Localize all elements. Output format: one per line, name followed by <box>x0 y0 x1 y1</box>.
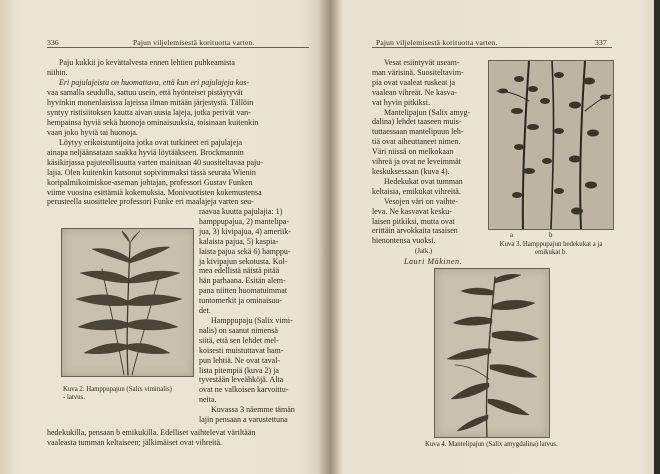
text-line: tuntomerkit ja ominaisuu- <box>199 296 283 306</box>
caption-line: - latvus. <box>63 394 85 401</box>
text-line: hienontensa vuoksi. <box>372 236 436 246</box>
catkin-branches-illustration <box>489 61 613 229</box>
text-line: mea edellistä näistä pitää <box>199 266 280 276</box>
text-line: käsikirjassa pajuteollisuutta varten mainitaan 40 suositeltavaa paju- <box>47 157 263 167</box>
text-line: syntyy ristisiitoksen kautta aivan uusia lajeja, jotka perivät van- <box>47 107 251 117</box>
text-line: Paju kukkii jo kevättalvesta ennen lehtien puhkeamista <box>59 58 235 67</box>
text-line: raavaa kuutta pajulajia: 1) <box>199 207 283 216</box>
text-line: hyvinkin monenlaisissa lajeissa ilman mitään järjestystä. Tällöin <box>47 97 254 107</box>
text-line: dalina) lehdet taaseen muis- <box>372 117 462 127</box>
text-line: tiä ovat aiheuttaneet nimen. <box>372 137 461 147</box>
text-line: vaaleasta tumman keltaiseen; jälkimäiset ovat vihreitä. <box>47 437 223 447</box>
text-line: Väri niissä on melkokaan <box>372 147 454 157</box>
text-line: laisen pitkiksi, mutta ovat <box>372 216 455 226</box>
text-line: vaa samalla seudulla, sattuu usein, että hyönteiset pistäytyvät <box>47 87 243 97</box>
almond-willow-crown-illustration <box>435 269 549 437</box>
text-line: lajia. Olen kuitenkin katsonut sopivimmaksi tässä seurata Wienin <box>47 167 256 177</box>
text-line: ovat ne valkoisen karvoittu- <box>199 385 289 395</box>
text-line: koripalmikoimiskoe-aseman johtajan, professori Gustav Funken <box>47 177 253 187</box>
text-line: tuttaessaan mantelipuun leh- <box>372 127 464 137</box>
text-line: Vesat esiintyvät useam- <box>384 58 460 67</box>
text-line: keltaisia, emikukat vihreitä. <box>372 186 461 196</box>
text-line: siitä, että sen lehdet mel- <box>199 335 279 345</box>
figure-4-caption: Kuva 4. Mantelipajun (Salix amygdalina) latvus. <box>425 441 558 448</box>
text-line: niihin. <box>47 67 68 77</box>
text-line: Löytyy erikoistuntijoita jotka ovat tutkineet eri pajulajeja <box>59 138 243 147</box>
text-line: Mantelipajun (Salix amyg- <box>384 107 471 117</box>
paragraph-2 <box>47 138 309 207</box>
running-head: Pajun viljelemisestä korituotta varten. <box>133 38 255 47</box>
running-head: Pajun viljelemisestä korituotta varten. <box>376 38 498 47</box>
text-line: hän parhaana. Esitän alem- <box>199 276 286 286</box>
header-rule <box>372 47 612 48</box>
figure-3-label-a: a <box>510 232 514 239</box>
text-line: Vesojen väri on vaihte- <box>384 196 458 206</box>
text-line: Hedekukat ovat tumman <box>384 176 463 186</box>
text-line: vihreä ja ovat ne leveimmät <box>372 157 461 167</box>
text-line: nalis) on saanut nimensä <box>199 325 278 335</box>
author-signature: Lauri Mäkinen. <box>404 257 463 266</box>
text-line: perusteella suosittelee professori Funke eri maalajeja varten seu- <box>47 197 254 207</box>
text-line: tyvestään leveähköjä. Alta <box>199 375 284 385</box>
text-line: erittäin arvokkaita tasaisen <box>372 226 458 236</box>
figure-2-caption <box>63 386 193 402</box>
text-line: vaan joko hyviä tai huonoja. <box>47 127 138 137</box>
text-line: Kuvassa 3 näemme tämän <box>211 405 295 415</box>
caption-line: emikukat b. <box>534 249 568 256</box>
text-line: leva. Ne kasvavat kesku- <box>372 206 452 216</box>
header-rule <box>47 47 309 48</box>
text-line: lajin pensaan a varustettuna <box>199 415 288 425</box>
figure-4-photo <box>434 268 550 438</box>
page-edge <box>654 0 660 474</box>
text-line: det. <box>199 306 211 316</box>
text-line: viime vuosina esittämiä kokemuksia. Monivuotisten kokemustensa <box>47 187 262 197</box>
bottom-text <box>47 428 309 448</box>
caption-line: Kuva 3. Hamppupajun hedekukat a ja <box>499 241 603 248</box>
figure-3-label-b: b <box>549 232 553 239</box>
intro-text <box>47 58 309 78</box>
text-line: vaalean vihreät. Ne kasva- <box>372 87 457 97</box>
text-line: ainapa neljäänsataan saakka hyviä löytääkseen. Brockmannin <box>47 147 244 157</box>
text-line: hempainsa hyviä sekä huonoja ominaisuuksia, toisinaan kuitenkin <box>47 117 259 127</box>
text-line: koisesti muistuttavat ham- <box>199 345 284 355</box>
text-line: Hamppupaju (Salix vimi- <box>211 315 293 325</box>
figure-3-caption <box>486 241 616 257</box>
figure-3-photo <box>488 60 614 230</box>
text-line: lista pitempiä (kuva 2) ja <box>199 365 279 375</box>
willow-crown-illustration <box>62 229 193 376</box>
text-line: ja kivipajun sekotusta. Kol- <box>199 256 288 266</box>
right-page-column <box>372 58 481 246</box>
text-line: hedekukilla, pensaan b emikukilla. Edelliset vaihtelevat väriltään <box>47 428 256 437</box>
caption-line: Kuva 2. Hamppupajun (Salix viminalis) <box>63 386 172 393</box>
book-gutter <box>318 0 342 474</box>
text-line: jua, 3) kivipajua, 4) ameriik- <box>199 226 291 236</box>
text-line: laista pajua sekä 6) hamppu- <box>199 246 291 256</box>
text-line: vat hyvin pitkiksi. <box>372 97 430 107</box>
right-page <box>330 0 660 474</box>
text-line: pana niitten huomatuimmat <box>199 286 287 296</box>
text-line: hamppupajua, 2) mantelipa- <box>199 216 289 226</box>
paragraph-1 <box>47 78 309 137</box>
text-line: kalaista pajua, 5) kaspia- <box>199 236 279 246</box>
page-number: 336 <box>47 38 59 47</box>
text-line: neita. <box>199 395 217 405</box>
text-line: keskuksessaan (kuva 4). <box>372 166 450 176</box>
text-line: man värisinä. Suositeltavim- <box>372 67 464 77</box>
text-line: pun lehtiä. Ne ovat taval- <box>199 355 281 365</box>
text-line: Eri pajulajeista on huomattava, että kun eri pajulajeja kas- <box>59 78 249 87</box>
continued-mark: (Jatk.) <box>415 248 433 255</box>
right-column-text <box>199 207 310 425</box>
page-number: 337 <box>595 38 607 47</box>
text-line: pia ovat vaaleat ruskeat ja <box>372 77 456 87</box>
figure-2-photo <box>61 228 194 377</box>
